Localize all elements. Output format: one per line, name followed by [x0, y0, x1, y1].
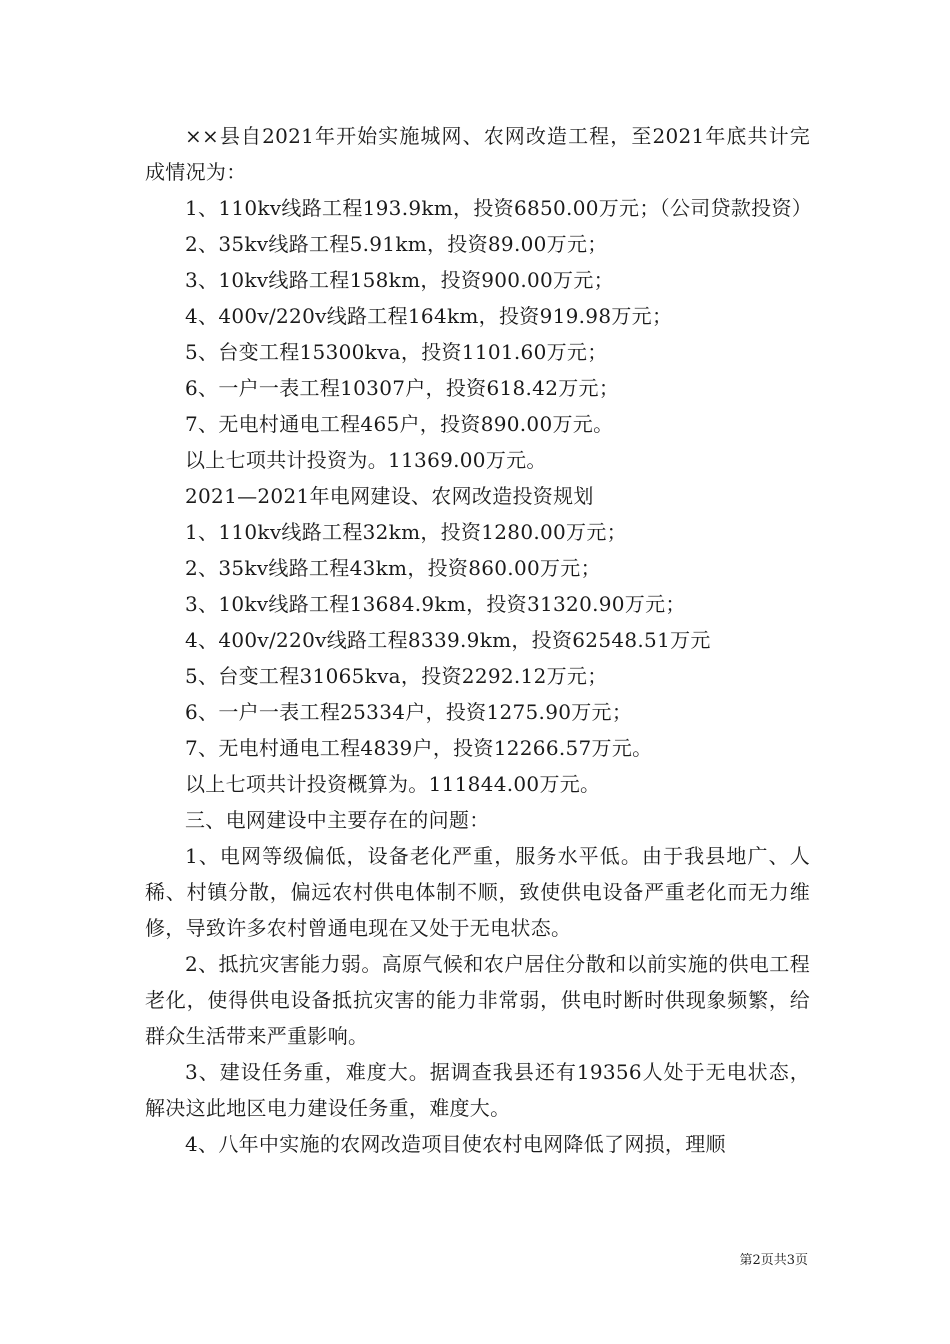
paragraph-item: 5、台变工程31065kva，投资2292.12万元； [185, 664, 608, 688]
paragraph-item: 2、35kv线路工程43km，投资860.00万元； [185, 556, 601, 580]
paragraph-item: 5、台变工程15300kva，投资1101.60万元； [185, 340, 608, 364]
paragraph-item: 4、400v/220v线路工程8339.9km，投资62548.51万元 [185, 628, 711, 652]
document-body [145, 118, 813, 1162]
paragraph-item: 7、无电村通电工程4839户，投资12266.57万元。 [185, 736, 653, 760]
paragraph-item: 7、无电村通电工程465户，投资890.00万元。 [185, 412, 614, 436]
paragraph-total: 以上七项共计投资为。11369.00万元。 [185, 448, 547, 472]
paragraph-item: 3、10kv线路工程158km，投资900.00万元； [185, 268, 614, 292]
paragraph-item: 4、400v/220v线路工程164km，投资919.98万元； [185, 304, 673, 328]
paragraph-item: 6、一户一表工程10307户，投资618.42万元； [185, 376, 620, 400]
paragraph-problem: 4、八年中实施的农网改造项目使农村电网降低了网损，理顺 [185, 1132, 726, 1156]
page-number-footer: 第2页共3页 [739, 1253, 808, 1268]
paragraph-item: 1、110kv线路工程193.9km，投资6850.00万元；（公司贷款投资） [185, 196, 813, 220]
section-heading: 三、电网建设中主要存在的问题： [185, 808, 490, 832]
paragraph-item: 2、35kv线路工程5.91km，投资89.00万元； [185, 232, 608, 256]
section-heading: 2021—2021年电网建设、农网改造投资规划 [185, 484, 594, 508]
paragraph-item: 1、110kv线路工程32km，投资1280.00万元； [185, 520, 627, 544]
paragraph-problem: 3、建设任务重，难度大。据调查我县还有19356人处于无电状态，解决这此地区电力建设任务重，难度大。 [145, 1060, 810, 1120]
paragraph-intro: ××县自2021年开始实施城网、农网改造工程，至2021年底共计完成情况为： [145, 124, 810, 184]
paragraph-problem: 2、抵抗灾害能力弱。高原气候和农户居住分散和以前实施的供电工程老化，使得供电设备抵抗灾害的能力非常弱，供电时断时供现象频繁，给群众生活带来严重影响。 [145, 952, 810, 1048]
paragraph-problem: 1、电网等级偏低，设备老化严重，服务水平低。由于我县地广、人稀、村镇分散，偏远农村供电体制不顺，致使供电设备严重老化而无力维修，导致许多农村曾通电现在又处于无电状态。 [145, 844, 810, 940]
paragraph-total: 以上七项共计投资概算为。111844.00万元。 [185, 772, 601, 796]
paragraph-item: 3、10kv线路工程13684.9km，投资31320.90万元； [185, 592, 686, 616]
paragraph-item: 6、一户一表工程25334户，投资1275.90万元； [185, 700, 633, 724]
